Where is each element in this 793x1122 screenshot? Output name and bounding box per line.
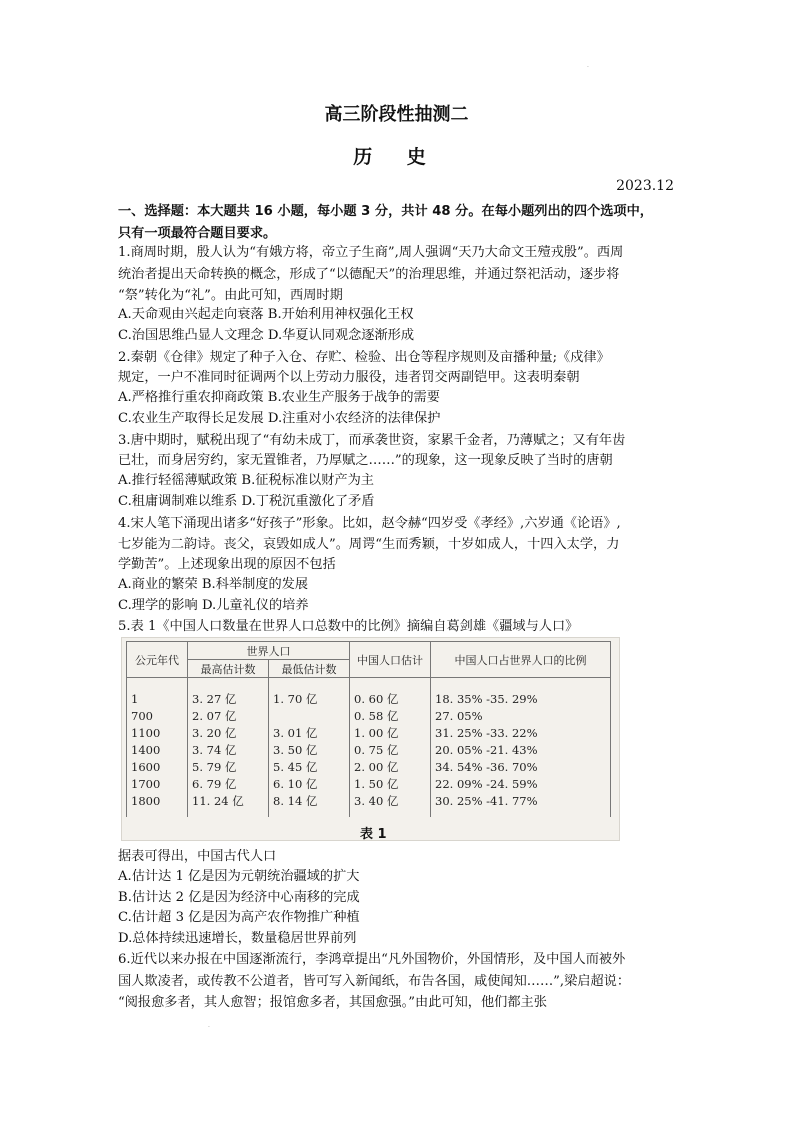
cell-ratio: 18. 35% -35. 29% [431,678,611,708]
cell-ratio: 27. 05% [431,707,611,724]
q3-options-line-2: C.租庸调制难以维系 D.丁税沉重激化了矛盾 [118,494,375,509]
col-header-ratio: 中国人口占世界人口的比例 [431,642,611,678]
q6-stem-line-2: 国人欺凌者，或传教不公道者，皆可写入新闻纸，布告各国，咸使闻知……”,梁启超说： [118,974,631,989]
cell-high: 11. 24 亿 [188,792,269,817]
q5-option-b: B.估计达 2 亿是因为经济中心南移的完成 [118,890,360,905]
q5-option-d: D.总体持续迅速增长，数量稳居世界前列 [118,931,357,946]
cell-high: 3. 27 亿 [188,678,269,708]
table-row [127,775,611,792]
table-caption: 表 1 [360,827,387,842]
cell-year: 1 [127,678,188,708]
cell-low: 3. 01 亿 [269,724,350,741]
cell-high: 3. 20 亿 [188,724,269,741]
cell-low: 6. 10 亿 [269,775,350,792]
col-header-year: 公元年代 [127,642,188,678]
col-header-world: 世界人口 [188,642,350,660]
scan-speck: · [587,64,589,71]
cell-year: 700 [127,707,188,724]
population-table [126,641,611,817]
section-heading [118,201,680,245]
cell-china: 1. 50 亿 [350,775,431,792]
cell-ratio: 20. 05% -21. 43% [431,741,611,758]
q1-stem-line-2: 统治者提出天命转换的概念，形成了“以德配天”的治理思维，并通过祭祀活动，逐步将 [118,267,620,282]
table-row [127,792,611,817]
q5-option-a: A.估计达 1 亿是因为元朝统治疆域的扩大 [118,869,360,884]
scan-speck: · [208,1024,210,1031]
q4-stem-line-2: 七岁能为二韵诗。丧父，哀毁如成人”。周谔“生而秀颖，十岁如成人，十四入太学，力 [118,537,620,552]
cell-low: 3. 50 亿 [269,741,350,758]
cell-high: 5. 79 亿 [188,758,269,775]
section-heading-line-1: 一、选择题：本大题共 16 小题，每小题 3 分，共计 48 分。在每小题列出的四个选项中， [118,204,653,219]
exam-title: 高三阶段性抽测二 [324,104,469,125]
table-row [127,741,611,758]
cell-low: 5. 45 亿 [269,758,350,775]
q6-stem-line-3: “阅报愈多者，其人愈智；报馆愈多者，其国愈强。”由此可知，他们都主张 [118,995,547,1010]
population-table-image [121,637,620,841]
subject-title: 历 史 [353,146,440,168]
q4-options-line-2: C.理学的影响 D.儿童礼仪的培养 [118,598,309,613]
q1-options-line-2: C.治国思维凸显人文理念 D.华夏认同观念逐渐形成 [118,328,415,343]
col-header-china: 中国人口估计 [350,642,431,678]
q3-stem-line-2: 已壮，而身居穷约，家无置锥者，乃厚赋之……”的现象，这一现象反映了当时的唐朝 [118,453,613,468]
cell-ratio: 30. 25% -41. 77% [431,792,611,817]
population-table-body [127,678,611,818]
cell-china: 0. 58 亿 [350,707,431,724]
cell-high: 3. 74 亿 [188,741,269,758]
q5-stem: 5.表 1《中国人口数量在世界人口总数中的比例》摘编自葛剑雄《疆域与人口》 [118,619,579,634]
cell-year: 1600 [127,758,188,775]
col-header-world-high: 最高估计数 [188,660,269,678]
cell-low: 1. 70 亿 [269,678,350,708]
q1-stem-line-1: 1.商周时期，殷人认为“有娥方将，帝立子生商”,周人强调“天乃大命文王殪戎殷”。西周 [118,245,624,260]
cell-high: 6. 79 亿 [188,775,269,792]
cell-low: 8. 14 亿 [269,792,350,817]
q2-stem-line-2: 规定，一户不准同时征调两个以上劳动力服役，违者罚交两副铠甲。这表明秦朝 [118,370,580,385]
cell-china: 0. 75 亿 [350,741,431,758]
q3-options-line-1: A.推行轻徭薄赋政策 B.征税标准以财产为主 [118,473,374,488]
q4-stem-line-1: 4.宋人笔下涌现出诸多“好孩子”形象。比如，赵令赫“四岁受《孝经》,六岁通《论语》, [118,516,621,531]
cell-year: 1400 [127,741,188,758]
q5-lead: 据表可得出，中国古代人口 [118,849,277,864]
exam-date: 2023.12 [616,178,674,194]
cell-year: 1700 [127,775,188,792]
col-header-world-low: 最低估计数 [269,660,350,678]
cell-ratio: 31. 25% -33. 22% [431,724,611,741]
cell-ratio: 22. 09% -24. 59% [431,775,611,792]
q3-stem-line-1: 3.唐中期时，赋税出现了“有幼未成丁，而承袭世资，家累千金者，乃薄赋之；又有年齿 [118,433,626,448]
table-row [127,678,611,708]
q2-stem-line-1: 2.秦朝《仓律》规定了种子入仓、存贮、检验、出仓等程序规则及亩播种量;《戍律》 [118,350,610,365]
cell-year: 1800 [127,792,188,817]
cell-high: 2. 07 亿 [188,707,269,724]
cell-china: 3. 40 亿 [350,792,431,817]
section-heading-line-2: 只有一项最符合题目要求。 [118,226,277,241]
cell-low [269,707,350,724]
table-row [127,758,611,775]
q5-option-c: C.估计超 3 亿是因为高产农作物推广种植 [118,910,360,925]
table-row [127,724,611,741]
q4-options-line-1: A.商业的繁荣 B.科举制度的发展 [118,577,309,592]
q2-options-line-1: A.严格推行重农抑商政策 B.农业生产服务于战争的需要 [118,390,440,405]
cell-year: 1100 [127,724,188,741]
q2-options-line-2: C.农业生产取得长足发展 D.注重对小农经济的法律保护 [118,411,441,426]
q1-options-line-1: A.天命观由兴起走向衰落 B.开始利用神权强化王权 [118,307,414,322]
cell-china: 1. 00 亿 [350,724,431,741]
q4-stem-line-3: 学勤苦”。上述现象出现的原因不包括 [118,557,336,572]
cell-china: 2. 00 亿 [350,758,431,775]
cell-ratio: 34. 54% -36. 70% [431,758,611,775]
q6-stem-line-1: 6.近代以来办报在中国逐渐流行，李鸿章提出“凡外国物价，外国情形，及中国人而被外 [118,952,626,967]
cell-china: 0. 60 亿 [350,678,431,708]
q1-stem-line-3: “祭”转化为“礼”。由此可知，西周时期 [118,288,343,303]
table-row [127,707,611,724]
